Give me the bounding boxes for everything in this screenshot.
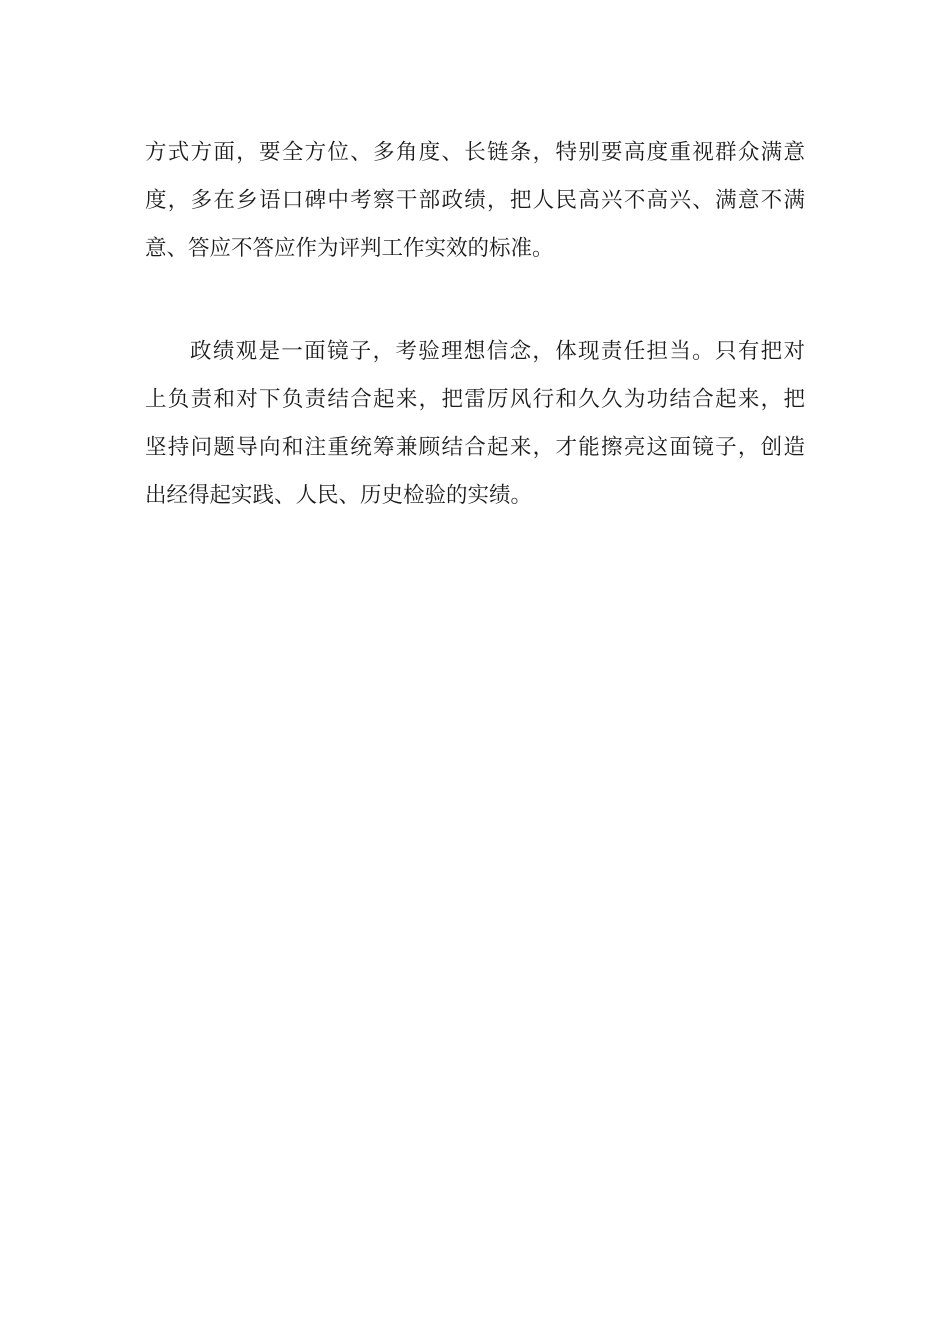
paragraph-line: 意、答应不答应作为评判工作实效的标准。 <box>145 236 554 261</box>
paragraph-line: 出经得起实践、人民、历史检验的实绩。 <box>145 483 533 508</box>
paragraph-line: 方式方面，要全方位、多角度、长链条，特别要高度重视群众满意 <box>145 140 805 165</box>
paragraph-line: 度，多在乡语口碑中考察干部政绩，把人民高兴不高兴、满意不满 <box>145 188 805 213</box>
paragraph-line: 上负责和对下负责结合起来，把雷厉风行和久久为功结合起来，把 <box>145 387 805 412</box>
paragraph-line: 政绩观是一面镜子，考验理想信念，体现责任担当。只有把对 <box>190 339 805 364</box>
paragraph-line: 坚持问题导向和注重统筹兼顾结合起来，才能擦亮这面镜子，创造 <box>145 435 805 460</box>
